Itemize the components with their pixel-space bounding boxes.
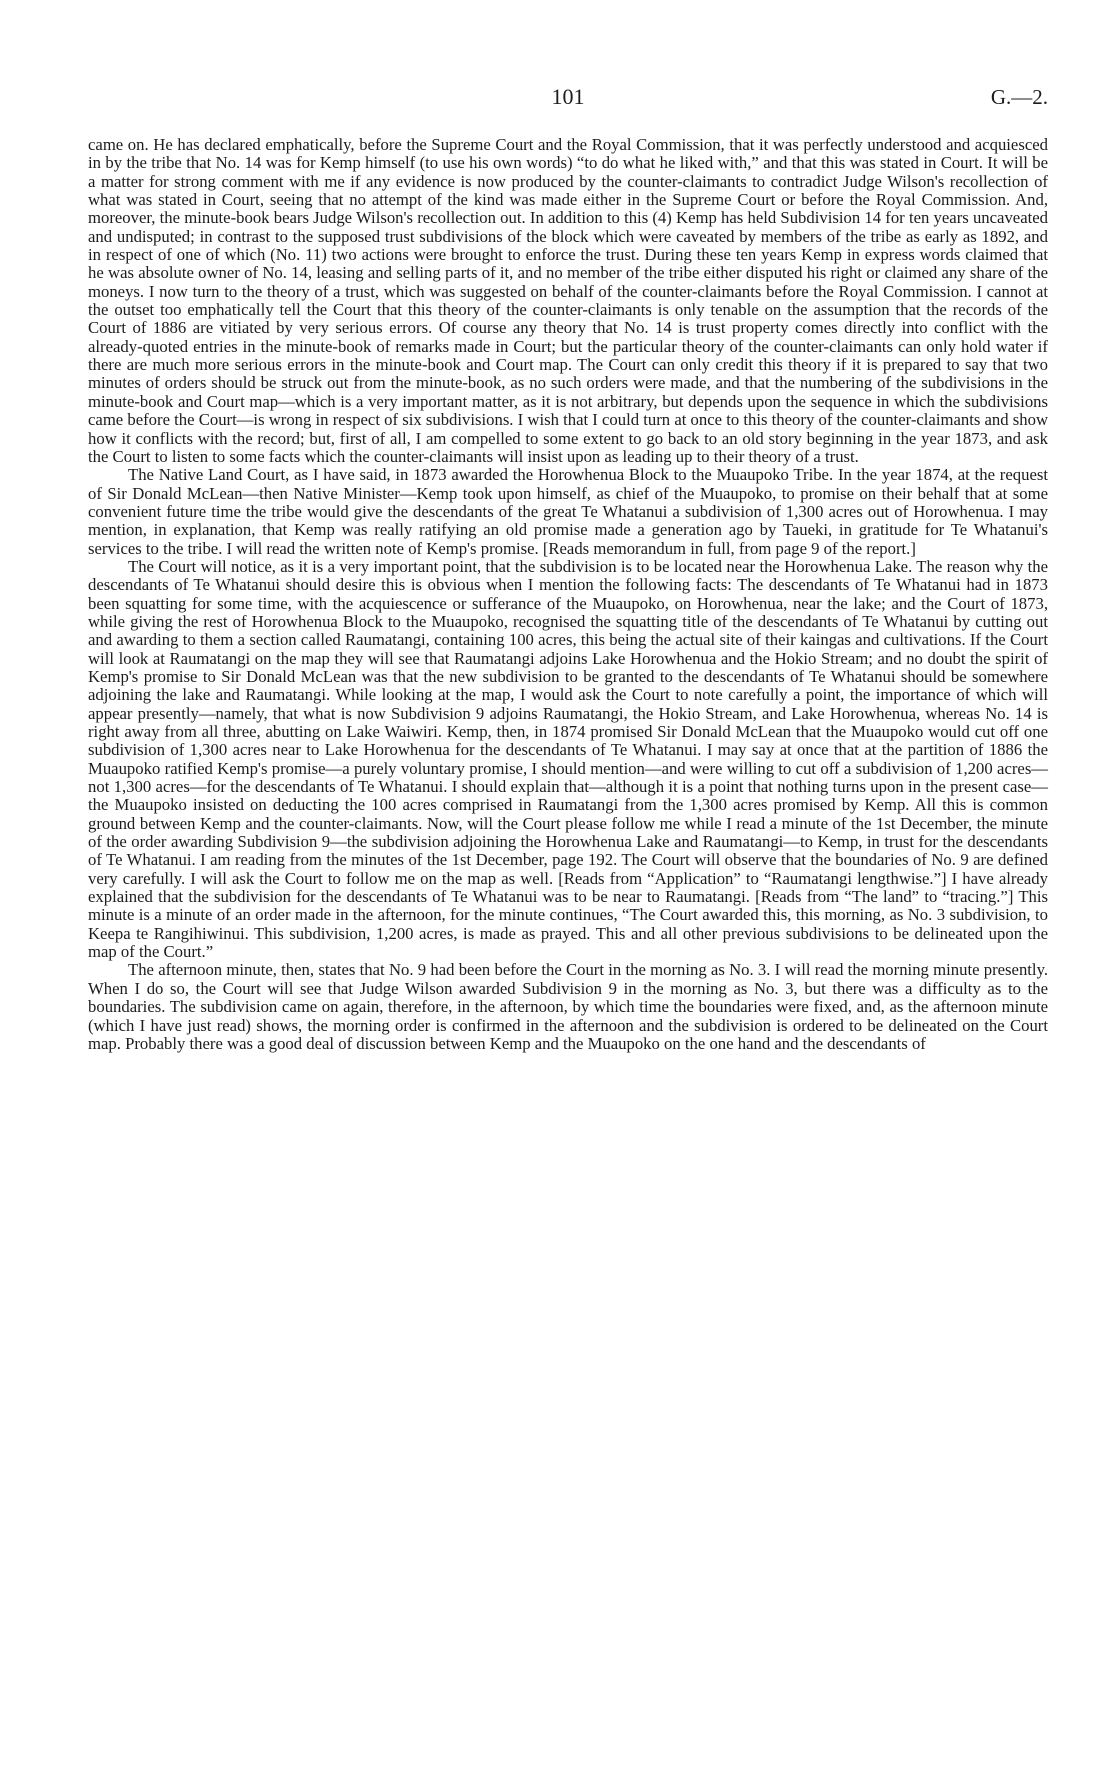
- page-header: [88, 84, 1048, 110]
- page-number: 101: [551, 84, 585, 109]
- body-text: [88, 136, 1048, 1053]
- document-code: G.—2.: [990, 85, 1048, 109]
- paragraph: The Native Land Court, as I have said, in 1873 awarded the Horowhenua Block to the Muaupoko Tribe. In the year 1874, at the request of Sir Donald McLean—then Native Minister—Kemp took upon himself, as chief of the Muaupoko, to promise on their behalf that at some convenient future time the tribe would give the descendants of the great Te Whatanui a subdivision of 1,300 acres out of Horowhenua. I may mention, in explanation, that Kemp was really ratifying an old promise made a generation ago by Taueki, in gratitude for Te Whatanui's services to the tribe. I will read the written note of Kemp's promise. [Reads memorandum in full, from page 9 of the report.]: [88, 465, 1048, 558]
- paragraph: The Court will notice, as it is a very important point, that the subdivision is to be located near the Horowhenua Lake. The reason why the descendants of Te Whatanui should desire this is obvious when I mention the following facts: The descendants of Te Whatanui had in 1873 been squatting for some time, with the acquiescence or sufferance of the Muaupoko, on Horowhenua, near the lake; and the Court of 1873, while giving the rest of Horowhenua Block to the Muaupoko, recognised the squatting title of the descendants of Te Whatanui by cutting out and awarding to them a section called Raumatangi, containing 100 acres, this being the actual site of their kaingas and cultivations. If the Court will look at Raumatangi on the map they will see that Raumatangi adjoins Lake Horowhenua and the Hokio Stream; and no doubt the spirit of Kemp's promise to Sir Donald McLean was that the new subdivision to be granted to the descendants of Te Whatanui should be somewhere adjoining the lake and Raumatangi. While looking at the map, I would ask the Court to note carefully a point, the importance of which will appear presently—namely, that what is now Subdivision 9 adjoins Raumatangi, the Hokio Stream, and Lake Horowhenua, whereas No. 14 is right away from all three, abutting on Lake Waiwiri. Kemp, then, in 1874 promised Sir Donald McLean that the Muaupoko would cut off one subdivision of 1,300 acres near to Lake Horowhenua for the descendants of Te Whatanui. I may say at once that at the partition of 1886 the Muaupoko ratified Kemp's promise—a purely voluntary promise, I should mention—and were willing to cut off a subdivision of 1,200 acres—not 1,300 acres—for the descendants of Te Whatanui. I should explain that—although it is a point that nothing turns upon in the present case—the Muaupoko insisted on deducting the 100 acres comprised in Raumatangi from the 1,300 acres promised by Kemp. All this is common ground between Kemp and the counter-claimants. Now, will the Court please follow me while I read a minute of the 1st December, the minute of the order awarding Subdivision 9—the subdivision adjoining the Horowhenua Lake and Raumatangi—to Kemp, in trust for the descendants of Te Whatanui. I am reading from the minutes of the 1st December, page 192. The Court will observe that the boundaries of No. 9 are defined very carefully. I will ask the Court to follow me on the map as well. [Reads from “Application” to “Raumatangi lengthwise.”] I have already explained that the subdivision for the descendants of Te Whatanui was to be near to Raumatangi. [Reads from “The land” to “tracing.”] This minute is a minute of an order made in the afternoon, for the minute continues, “The Court awarded this, this morning, as No. 3 subdivision, to Keepa te Rangihiwinui. This subdivision, 1,200 acres, is made as prayed. This and all other previous subdivisions to be delineated upon the map of the Court.”: [88, 556, 1048, 962]
- paragraph: The afternoon minute, then, states that No. 9 had been before the Court in the morning as No. 3. I will read the morning minute presently. When I do so, the Court will see that Judge Wilson awarded Subdivision 9 in the morning as No. 3, but there was a difficulty as to the boundaries. The subdivision came on again, therefore, in the afternoon, by which time the boundaries were fixed, and, as the afternoon minute (which I have just read) shows, the morning order is confirmed in the afternoon and the subdivision is ordered to be delineated on the Court map. Probably there was a good deal of discussion between Kemp and the Muaupoko on the one hand and the descendants of: [88, 960, 1048, 1053]
- paragraph: came on. He has declared emphatically, before the Supreme Court and the Royal Commission, that it was perfectly understood and acquiesced in by the tribe that No. 14 was for Kemp himself (to use his own words) “to do what he liked with,” and that this was stated in Court. It will be a matter for strong comment with me if any evidence is now produced by the counter-claimants to contradict Judge Wilson's recollection of what was stated in Court, seeing that no attempt of the kind was made either in the Supreme Court or before the Royal Commission. And, moreover, the minute-book bears Judge Wilson's recollection out. In addition to this (4) Kemp has held Subdivision 14 for ten years uncaveated and undisputed; in contrast to the supposed trust subdivisions of the block which were caveated by members of the tribe as early as 1892, and in respect of one of which (No. 11) two actions were brought to enforce the trust. During these ten years Kemp in express words claimed that he was absolute owner of No. 14, leasing and selling parts of it, and no member of the tribe either disputed his right or claimed any share of the moneys. I now turn to the theory of a trust, which was suggested on behalf of the counter-claimants before the Royal Commission. I cannot at the outset too emphatically tell the Court that this theory of the counter-claimants is only tenable on the assumption that the records of the Court of 1886 are vitiated by very serious errors. Of course any theory that No. 14 is trust property comes directly into conflict with the already-quoted entries in the minute-book of remarks made in Court; but the particular theory of the counter-claimants can only hold water if there are much more serious errors in the minute-book and Court map. The Court can only credit this theory if it is prepared to say that two minutes of orders should be struck out from the minute-book, as no such orders were made, and that the numbering of the subdivisions in the minute-book and Court map—which is a very important matter, as it is not arbitrary, but depends upon the sequence in which the subdivisions came before the Court—is wrong in respect of six subdivisions. I wish that I could turn at once to this theory of the counter-claimants and show how it conflicts with the record; but, first of all, I am compelled to some extent to go back to an old story beginning in the year 1873, and ask the Court to listen to some facts which the counter-claimants will insist upon as leading up to their theory of a trust.: [88, 135, 1048, 466]
